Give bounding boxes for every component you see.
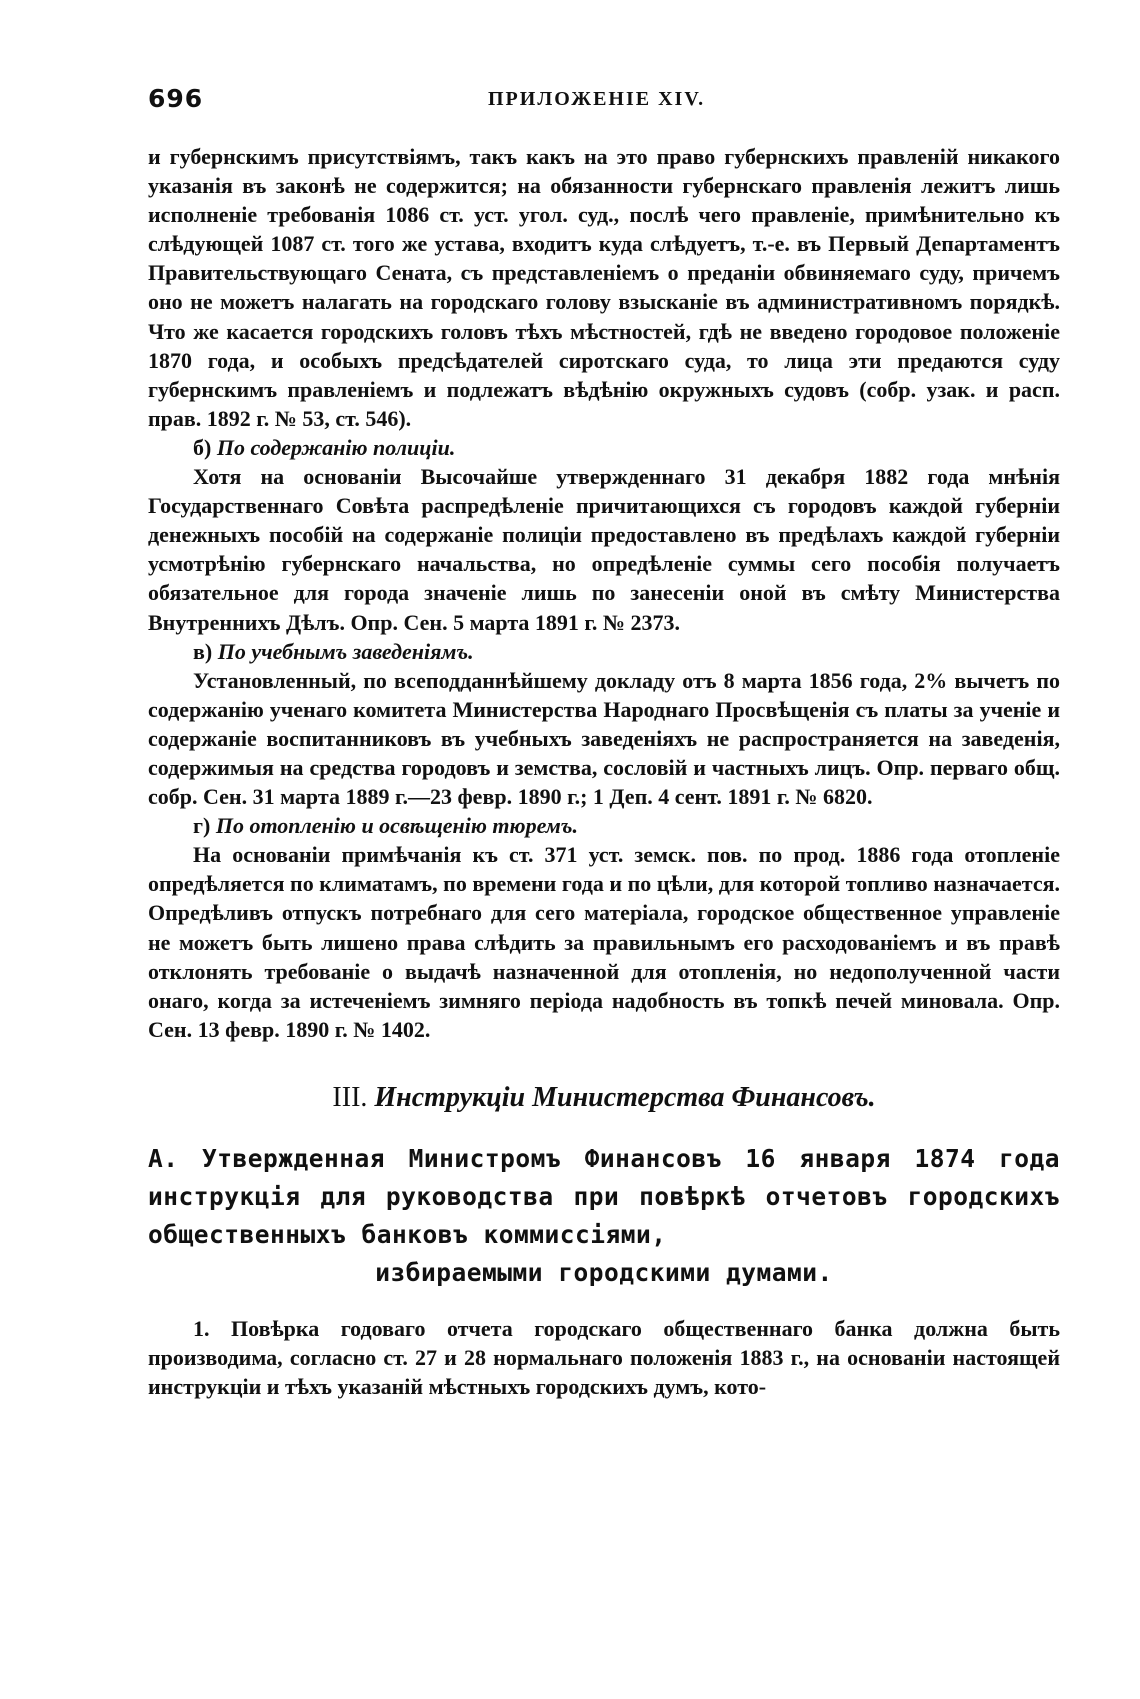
paragraph-heating: На основаніи примѣчанія къ ст. 371 уст. земск. пов. по прод. 1886 года отопленіе опредѣляется по климатамъ, по времени года и по цѣли, для которой топливо назначается. Опредѣливъ отпускъ потребнаго для сего матеріала, городское общественное управленіе не можетъ быть лишено права слѣдить за правильнымъ его расходованіемъ и въ правѣ отклонять требованіе о выдачѣ назначенной для отопленія, но недополученной части онаго, когда за истеченіемъ зимняго періода надобность въ топкѣ печей миновала. Опр. Сен. 13 февр. 1890 г. № 1402. bbox=[148, 842, 1060, 1042]
subsection-b-title: По содержанію полиціи. bbox=[216, 434, 456, 460]
paragraph-continued: и губернскимъ присутствіямъ, такъ какъ на это право губернскихъ правленій никакого указанія въ законѣ не содержится; на обязанности губернскаго правленія лежитъ лишь исполненіе требованія 1086 ст. уст. угол. суд., послѣ чего правленіе, примѣнительно къ слѣдующей 1087 ст. того же устава, входитъ куда слѣдуетъ, т.-е. въ Первый Департаментъ Правительствующаго Сената, съ представленіемъ о преданіи обвиняемаго суду, причемъ оно не можетъ налагать на городскаго голову взысканіе въ административномъ порядкѣ. Что же касается городскихъ головъ тѣхъ мѣстностей, гдѣ не введено городовое положеніе 1870 года, и особыхъ предсѣдателей сиротскаго суда, то лица эти предаются суду губернскимъ правленіемъ и подлежатъ вѣдѣнію окружныхъ судовъ (собр. узак. и расп. прав. 1892 г. № 53, ст. 546). bbox=[148, 144, 1060, 431]
paragraph-schools: Установленный, по всеподданнѣйшему докладу отъ 8 марта 1856 года, 2% вычетъ по содержанію ученаго комитета Министерства Народнаго Просвѣщенія съ платы за ученіе и содержаніе воспитанниковъ въ учебныхъ заведеніяхъ не распространяется на заведенія, содержимыя на средства городовъ и земства, сословій и частныхъ лицъ. Опр. перваго общ. собр. Сен. 31 марта 1889 г.—23 февр. 1890 г.; 1 Деп. 4 сент. 1891 г. № 6820. bbox=[148, 667, 1060, 810]
instruction-heading bbox=[148, 1140, 1060, 1292]
subsection-v bbox=[148, 637, 1060, 666]
subsection-v-label: в) bbox=[193, 638, 213, 664]
paragraph-item-1: 1. Повѣрка годоваго отчета городскаго общественнаго банка должна быть производима, согласно ст. 27 и 28 нормальнаго положенія 1883 г., на основаніи настоящей инструкціи и тѣхъ указаній мѣстныхъ городскихъ думъ, кото- bbox=[148, 1315, 1060, 1400]
section-title: Инструкціи Министерства Финансовъ. bbox=[374, 1081, 876, 1113]
instruction-heading-last-line: избираемыми городскими думами. bbox=[375, 1257, 833, 1287]
page-header bbox=[148, 84, 1060, 114]
subsection-g bbox=[148, 811, 1060, 840]
section-number: III. bbox=[332, 1081, 368, 1113]
section-heading bbox=[148, 1082, 1060, 1114]
subsection-g-label: г) bbox=[193, 813, 211, 839]
subsection-b bbox=[148, 433, 1060, 462]
page-body bbox=[148, 142, 1060, 1401]
subsection-v-title: По учебнымъ заведеніямъ. bbox=[217, 638, 474, 664]
paragraph-police: Хотя на основаніи Высочайше утвержденнаго 31 декабря 1882 года мнѣнія Государственнаго Совѣта распредѣленіе причитающихся съ городовъ каждой губерніи денежныхъ пособій на содержаніе полиціи предоставлено въ предѣлахъ каждой губерніи усмотрѣнію губернскаго начальства, но опредѣленіе суммы сего пособія получаетъ обязательное для города значеніе лишь по занесеніи оной въ смѣту Министерства Внутреннихъ Дѣлъ. Опр. Сен. 5 марта 1891 г. № 2373. bbox=[148, 464, 1060, 635]
subsection-g-title: По отопленію и освѣщенію тюремъ. bbox=[215, 813, 578, 839]
instruction-heading-text: А. Утвержденная Министромъ Финансовъ 16 января 1874 года инструкція для руководства при повѣркѣ отчетовъ городскихъ общественныхъ банковъ коммиссіями, bbox=[148, 1143, 1060, 1249]
subsection-b-label: б) bbox=[193, 434, 212, 460]
page-number: 696 bbox=[148, 84, 204, 113]
running-head: ПРИЛОЖЕНІЕ XIV. bbox=[488, 88, 706, 110]
